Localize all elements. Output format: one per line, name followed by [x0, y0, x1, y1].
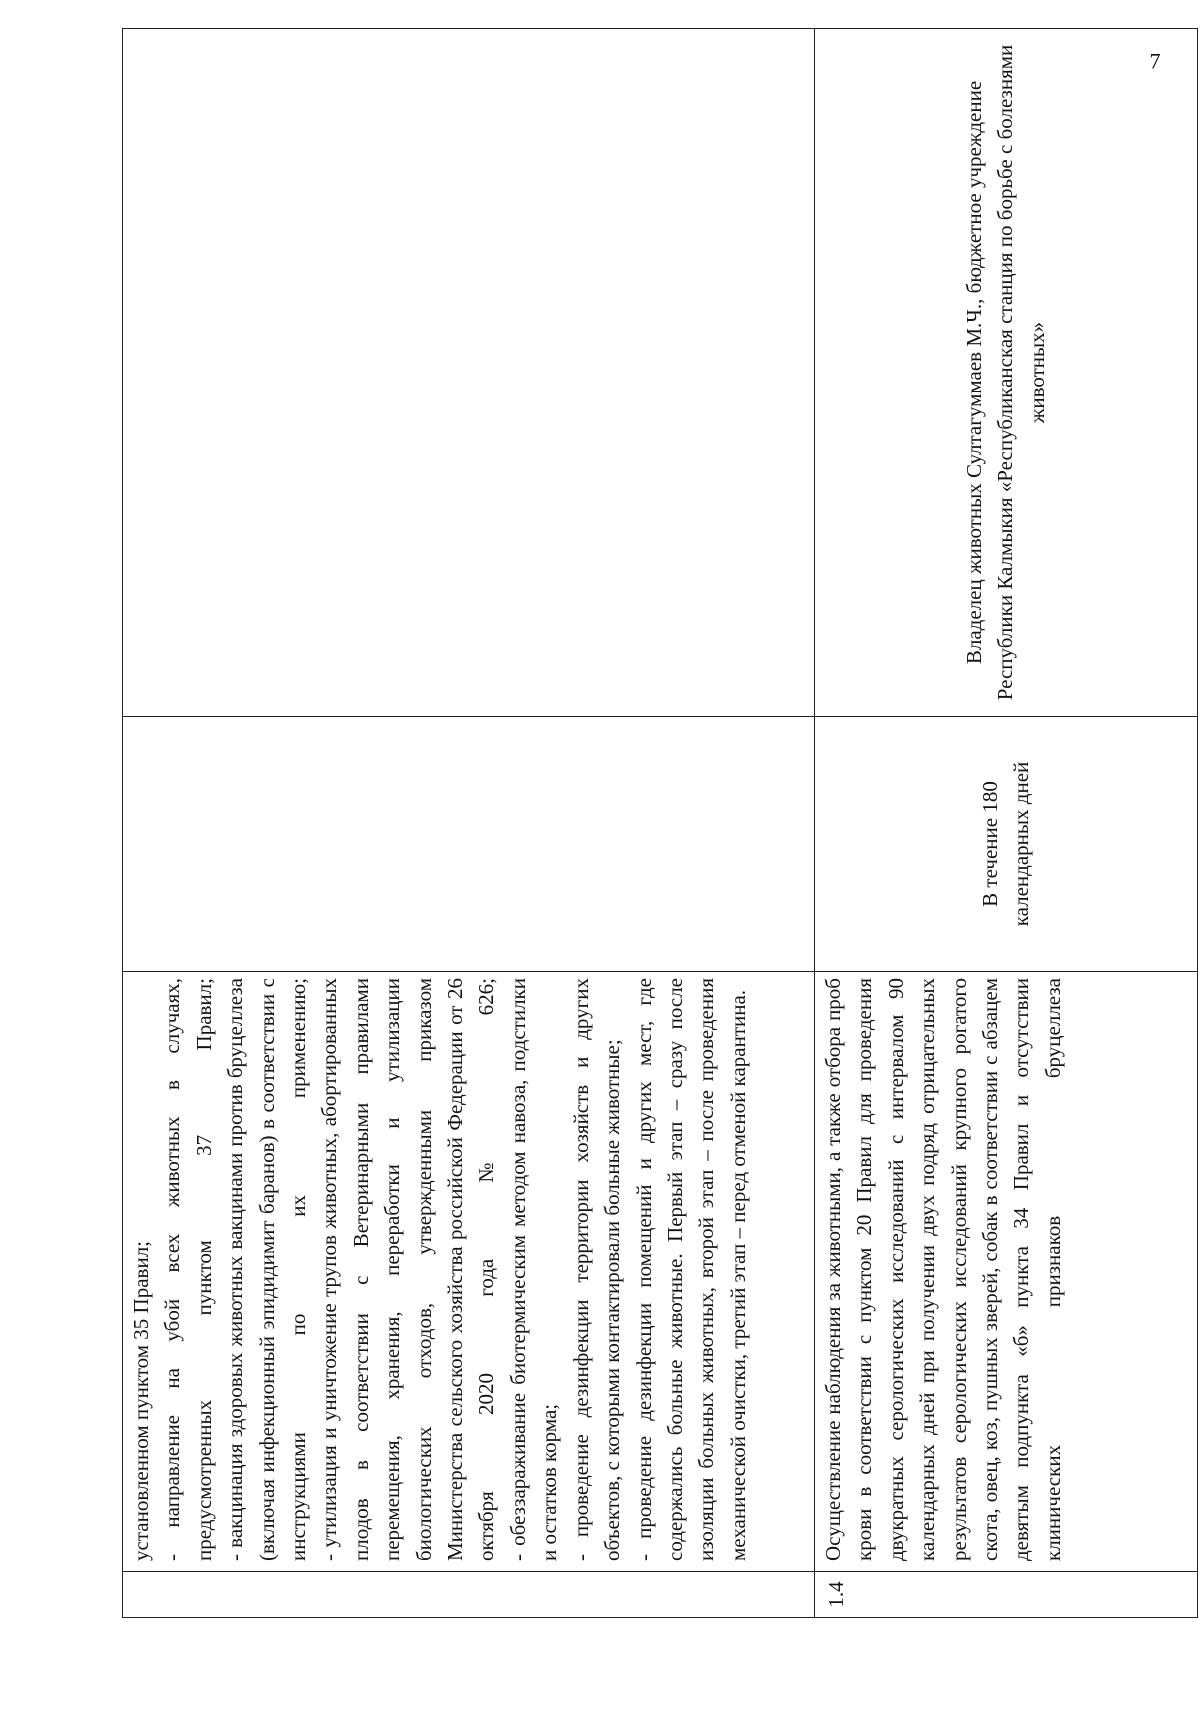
measure-paragraph: - обеззараживание биотермическим методом навоза, подстилки и остатков корма; [505, 978, 562, 1561]
measures-table [122, 28, 1198, 1618]
deadline-cell: В течение 180 календарных дней [815, 717, 1198, 972]
measure-paragraph: - проведение дезинфекции помещений и других мест, где содержались больные животные. Первый этап – сразу после изоляции больных животных, второй этап – после проведения механической очистки, третий этап – перед отменой карантина. [631, 978, 750, 1561]
responsible-cell [123, 29, 815, 717]
table-row-1-4 [815, 29, 1198, 1618]
measure-paragraph: - вакцинация здоровых животных вакцинами против бруцеллеза (включая инфекционный эпидидимит баранов) в соответствии с инструкциями по их применению; [223, 978, 311, 1561]
measure-paragraph: - проведение дезинфекции территории хозяйств и других объектов, с которыми контактировали больные животные; [568, 978, 625, 1561]
row-number-cell [123, 1572, 815, 1618]
responsible-cell: Владелец животных Султагуммаев М.Ч., бюджетное учреждение Республики Калмыкия «Республиканская станция по борьбе с болезнями животных» [815, 29, 1198, 717]
measures-description-cell [815, 972, 1198, 1572]
page-number: 7 [1149, 48, 1161, 74]
table-row-continuation [123, 29, 815, 1618]
measure-paragraph: Осуществление наблюдения за животными, а также отбора проб крови в соответствии с пунктом 20 Правил для проведения двукратных серологических исследований с интервалом 90 календарных дней при получении двух подряд отрицательных результатов серологических исследований крупного рогатого скота, овец, коз, пушных зверей, собак в соответствии с абзацем девятым подпункта «б» пункта 34 Правил и отсутствии клинических признаков бруцеллеза [821, 978, 1065, 1561]
deadline-cell [123, 717, 815, 972]
measure-paragraph: - направление на убой всех животных в случаях, предусмотренных пунктом 37 Правил; [160, 978, 216, 1561]
measure-paragraph: - утилизация и уничтожение трупов животных, абортированных плодов в соответствии с Ветеринарными правилами перемещения, хранения, переработки и утилизации биологических отходов, утвержденными приказом Министерства сельского хозяйства российской Федерации от 26 октября 2020 года № 626; [317, 978, 499, 1561]
measure-paragraph: установленном пунктом 35 Правил; [129, 1240, 153, 1561]
measures-description-cell [123, 972, 815, 1572]
row-number-cell: 1.4 [815, 1572, 1198, 1618]
